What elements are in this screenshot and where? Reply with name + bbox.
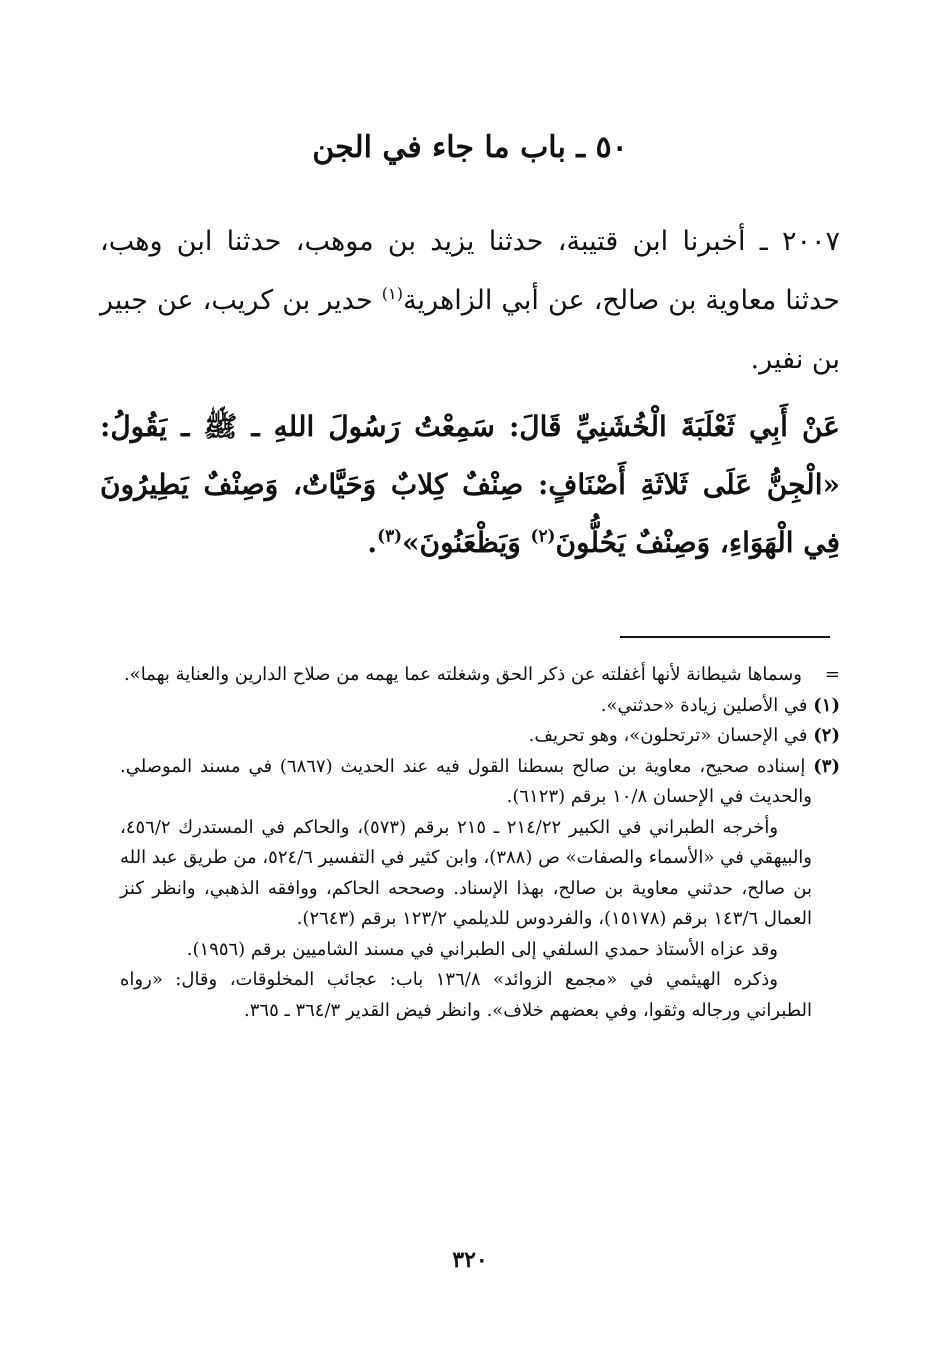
footnote-2-number: (٢)	[813, 725, 840, 746]
hadith-text: عَنْ أَبِي ثَعْلَبَةَ الْخُشَنِيِّ قَالَ: سَمِعْتُ رَسُولَ اللهِ ـ ﷺ ـ يَقُولُ: «الْجِنُّ عَلَى ثَلاثَةِ أَصْنَافٍ: صِنْفٌ كِلابٌ وَحَيَّاتٌ، وَصِنْفٌ يَطِيرُونَ فِي الْهَوَاءِ، وَصِنْفٌ يَحُلُّونَ	[100, 410, 840, 559]
page-number: ٣٢٠	[452, 1247, 488, 1273]
hadith-end: .	[367, 526, 378, 559]
hadith-number: ٢٠٠٧	[781, 226, 840, 257]
footnote-3-paragraph-2: وأخرجه الطبراني في الكبير ٢١٤/٢٢ ـ ٢١٥ برقم (٥٧٣)، والحاكم في المستدرك ٤٥٦/٢، والبيهقي في «الأسماء والصفات» ص (٣٨٨)، وابن كثير في التفسير ٥٢٤/٦، من طريق عبد الله بن صالح، حدثني معاوية بن صالح، بهذا الإسناد. وصححه الحاكم، ووافقه الذهبي، وانظر كنز العمال ١٤٣/٦ برقم (١٥١٧٨)، والفردوس للديلمي ١٢٣/٢ برقم (٢٦٤٣).	[120, 816, 812, 929]
footnote-3	[120, 752, 840, 813]
footnote-continuation	[120, 660, 840, 691]
hadith-matn	[100, 398, 840, 572]
chapter-title: ٥٠ ـ باب ما جاء في الجن	[312, 130, 628, 165]
footnote-2	[120, 721, 840, 752]
footnote-ref-3: (٣)	[377, 525, 403, 546]
hadith-text-cont: وَيَظْعَنُونَ»	[402, 526, 531, 559]
footnote-ref-1: (١)	[381, 284, 404, 303]
footnote-3-paragraph-3: وقد عزاه الأستاذ حمدي السلفي إلى الطبراني في مسند الشاميين برقم (١٩٥٦).	[186, 938, 778, 960]
footnote-3-text: إسناده صحيح، معاوية بن صالح بسطنا القول فيه عند الحديث (٦٨٦٧) في مسند الموصلي. والحديث في الإحسان ١٠/٨ برقم (٦١٢٣).	[120, 755, 814, 807]
footnote-1-number: (١)	[813, 694, 840, 716]
footnote-ref-2: (٢)	[530, 525, 556, 546]
footnote-3-paragraph-4: وذكره الهيثمي في «مجمع الزوائد» ١٣٦/٨ باب: عجائب المخلوقات، وقال: «رواه الطبراني ورجاله وثقوا، وفي بعضهم خلاف». وانظر فيض القدير ٣٦٤/٣ ـ ٣٦٥.	[120, 969, 812, 1021]
continuation-text: وسماها شيطانة لأنها أغفلته عن ذكر الحق وشغلته عما يهمه من صلاح الدارين والعناية بهما».	[123, 664, 803, 685]
isnad-text-end: حدير بن كريب، عن جبير بن نفير.	[100, 285, 840, 375]
footnote-1-text: في الأصلين زيادة «حدثني».	[600, 694, 814, 716]
continuation-marker: =	[824, 664, 840, 685]
footnote-1	[120, 691, 840, 722]
footnote-2-text: في الإحسان «ترتحلون»، وهو تحريف.	[528, 725, 814, 746]
footnote-divider	[620, 636, 830, 638]
footnotes	[120, 660, 840, 1026]
footnote-3-number: (٣)	[813, 755, 840, 777]
hadith-isnad	[100, 212, 840, 389]
isnad-text: ـ أخبرنا ابن قتيبة، حدثنا يزيد بن موهب، حدثنا ابن وهب، حدثنا معاوية بن صالح، عن أبي الزاهرية	[100, 226, 840, 316]
